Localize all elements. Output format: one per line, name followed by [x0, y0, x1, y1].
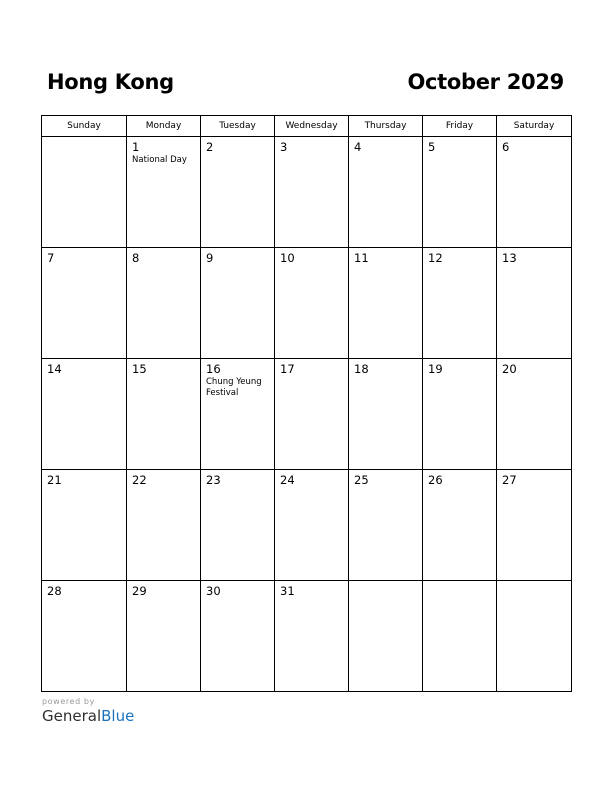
day-number: 14	[47, 362, 62, 376]
day-cell	[201, 137, 275, 248]
weekday-thursday: Thursday	[349, 116, 423, 137]
day-number: 21	[47, 473, 62, 487]
day-cell	[349, 248, 423, 359]
footer-branding	[42, 697, 134, 725]
day-cell	[42, 470, 127, 581]
week-row	[42, 470, 572, 581]
empty-day-cell	[497, 581, 572, 692]
generalblue-logo[interactable]	[42, 707, 134, 725]
day-number: 25	[354, 473, 369, 487]
weekday-tuesday: Tuesday	[201, 116, 275, 137]
day-cell	[423, 248, 497, 359]
day-cell	[423, 359, 497, 470]
calendar-weeks	[42, 137, 572, 692]
day-number: 8	[132, 251, 140, 265]
day-cell	[275, 248, 349, 359]
day-cell	[497, 359, 572, 470]
day-number: 10	[280, 251, 295, 265]
holiday-label: National Day	[132, 155, 187, 165]
day-number: 31	[280, 584, 295, 598]
day-number: 12	[428, 251, 443, 265]
day-cell	[349, 137, 423, 248]
day-number: 16	[206, 362, 221, 376]
day-number: 6	[502, 140, 510, 154]
day-number: 19	[428, 362, 443, 376]
week-row	[42, 248, 572, 359]
day-number: 20	[502, 362, 517, 376]
weekday-sunday: Sunday	[42, 116, 127, 137]
region-title: Hong Kong	[47, 70, 174, 94]
day-cell	[275, 581, 349, 692]
day-number: 11	[354, 251, 369, 265]
weekday-friday: Friday	[423, 116, 497, 137]
day-number: 28	[47, 584, 62, 598]
weekday-wednesday: Wednesday	[275, 116, 349, 137]
day-cell	[201, 248, 275, 359]
week-row	[42, 581, 572, 692]
powered-by-text: powered by	[42, 697, 95, 706]
day-cell	[349, 470, 423, 581]
day-cell	[127, 137, 201, 248]
day-cell	[201, 359, 275, 470]
day-cell	[127, 248, 201, 359]
weekday-monday: Monday	[127, 116, 201, 137]
day-cell	[201, 581, 275, 692]
day-cell	[497, 137, 572, 248]
day-number: 3	[280, 140, 288, 154]
day-cell	[127, 470, 201, 581]
empty-day-cell	[349, 581, 423, 692]
day-cell	[201, 470, 275, 581]
week-row	[42, 359, 572, 470]
day-cell	[497, 470, 572, 581]
day-cell	[127, 581, 201, 692]
day-cell	[275, 359, 349, 470]
day-number: 23	[206, 473, 221, 487]
day-number: 27	[502, 473, 517, 487]
empty-day-cell	[42, 137, 127, 248]
day-number: 18	[354, 362, 369, 376]
day-number: 15	[132, 362, 147, 376]
day-number: 1	[132, 140, 140, 154]
weekday-saturday: Saturday	[497, 116, 572, 137]
day-number: 9	[206, 251, 214, 265]
day-number: 13	[502, 251, 517, 265]
day-cell	[275, 137, 349, 248]
day-number: 30	[206, 584, 221, 598]
day-number: 2	[206, 140, 214, 154]
weekday-header-row	[42, 116, 572, 137]
day-cell	[275, 470, 349, 581]
day-number: 4	[354, 140, 362, 154]
month-title: October 2029	[407, 70, 564, 94]
empty-day-cell	[423, 581, 497, 692]
day-cell	[127, 359, 201, 470]
day-cell	[497, 248, 572, 359]
day-number: 17	[280, 362, 295, 376]
day-number: 29	[132, 584, 147, 598]
day-cell	[42, 581, 127, 692]
week-row	[42, 137, 572, 248]
day-number: 22	[132, 473, 147, 487]
day-number: 26	[428, 473, 443, 487]
holiday-label: Chung Yeung Festival	[206, 377, 262, 398]
calendar-grid	[41, 115, 572, 692]
day-cell	[423, 137, 497, 248]
logo-general-text: General	[42, 707, 102, 725]
logo-blue-text: Blue	[101, 707, 135, 725]
day-cell	[349, 359, 423, 470]
day-cell	[42, 248, 127, 359]
day-cell	[423, 470, 497, 581]
day-number: 7	[47, 251, 55, 265]
day-cell	[42, 359, 127, 470]
day-number: 24	[280, 473, 295, 487]
day-number: 5	[428, 140, 436, 154]
